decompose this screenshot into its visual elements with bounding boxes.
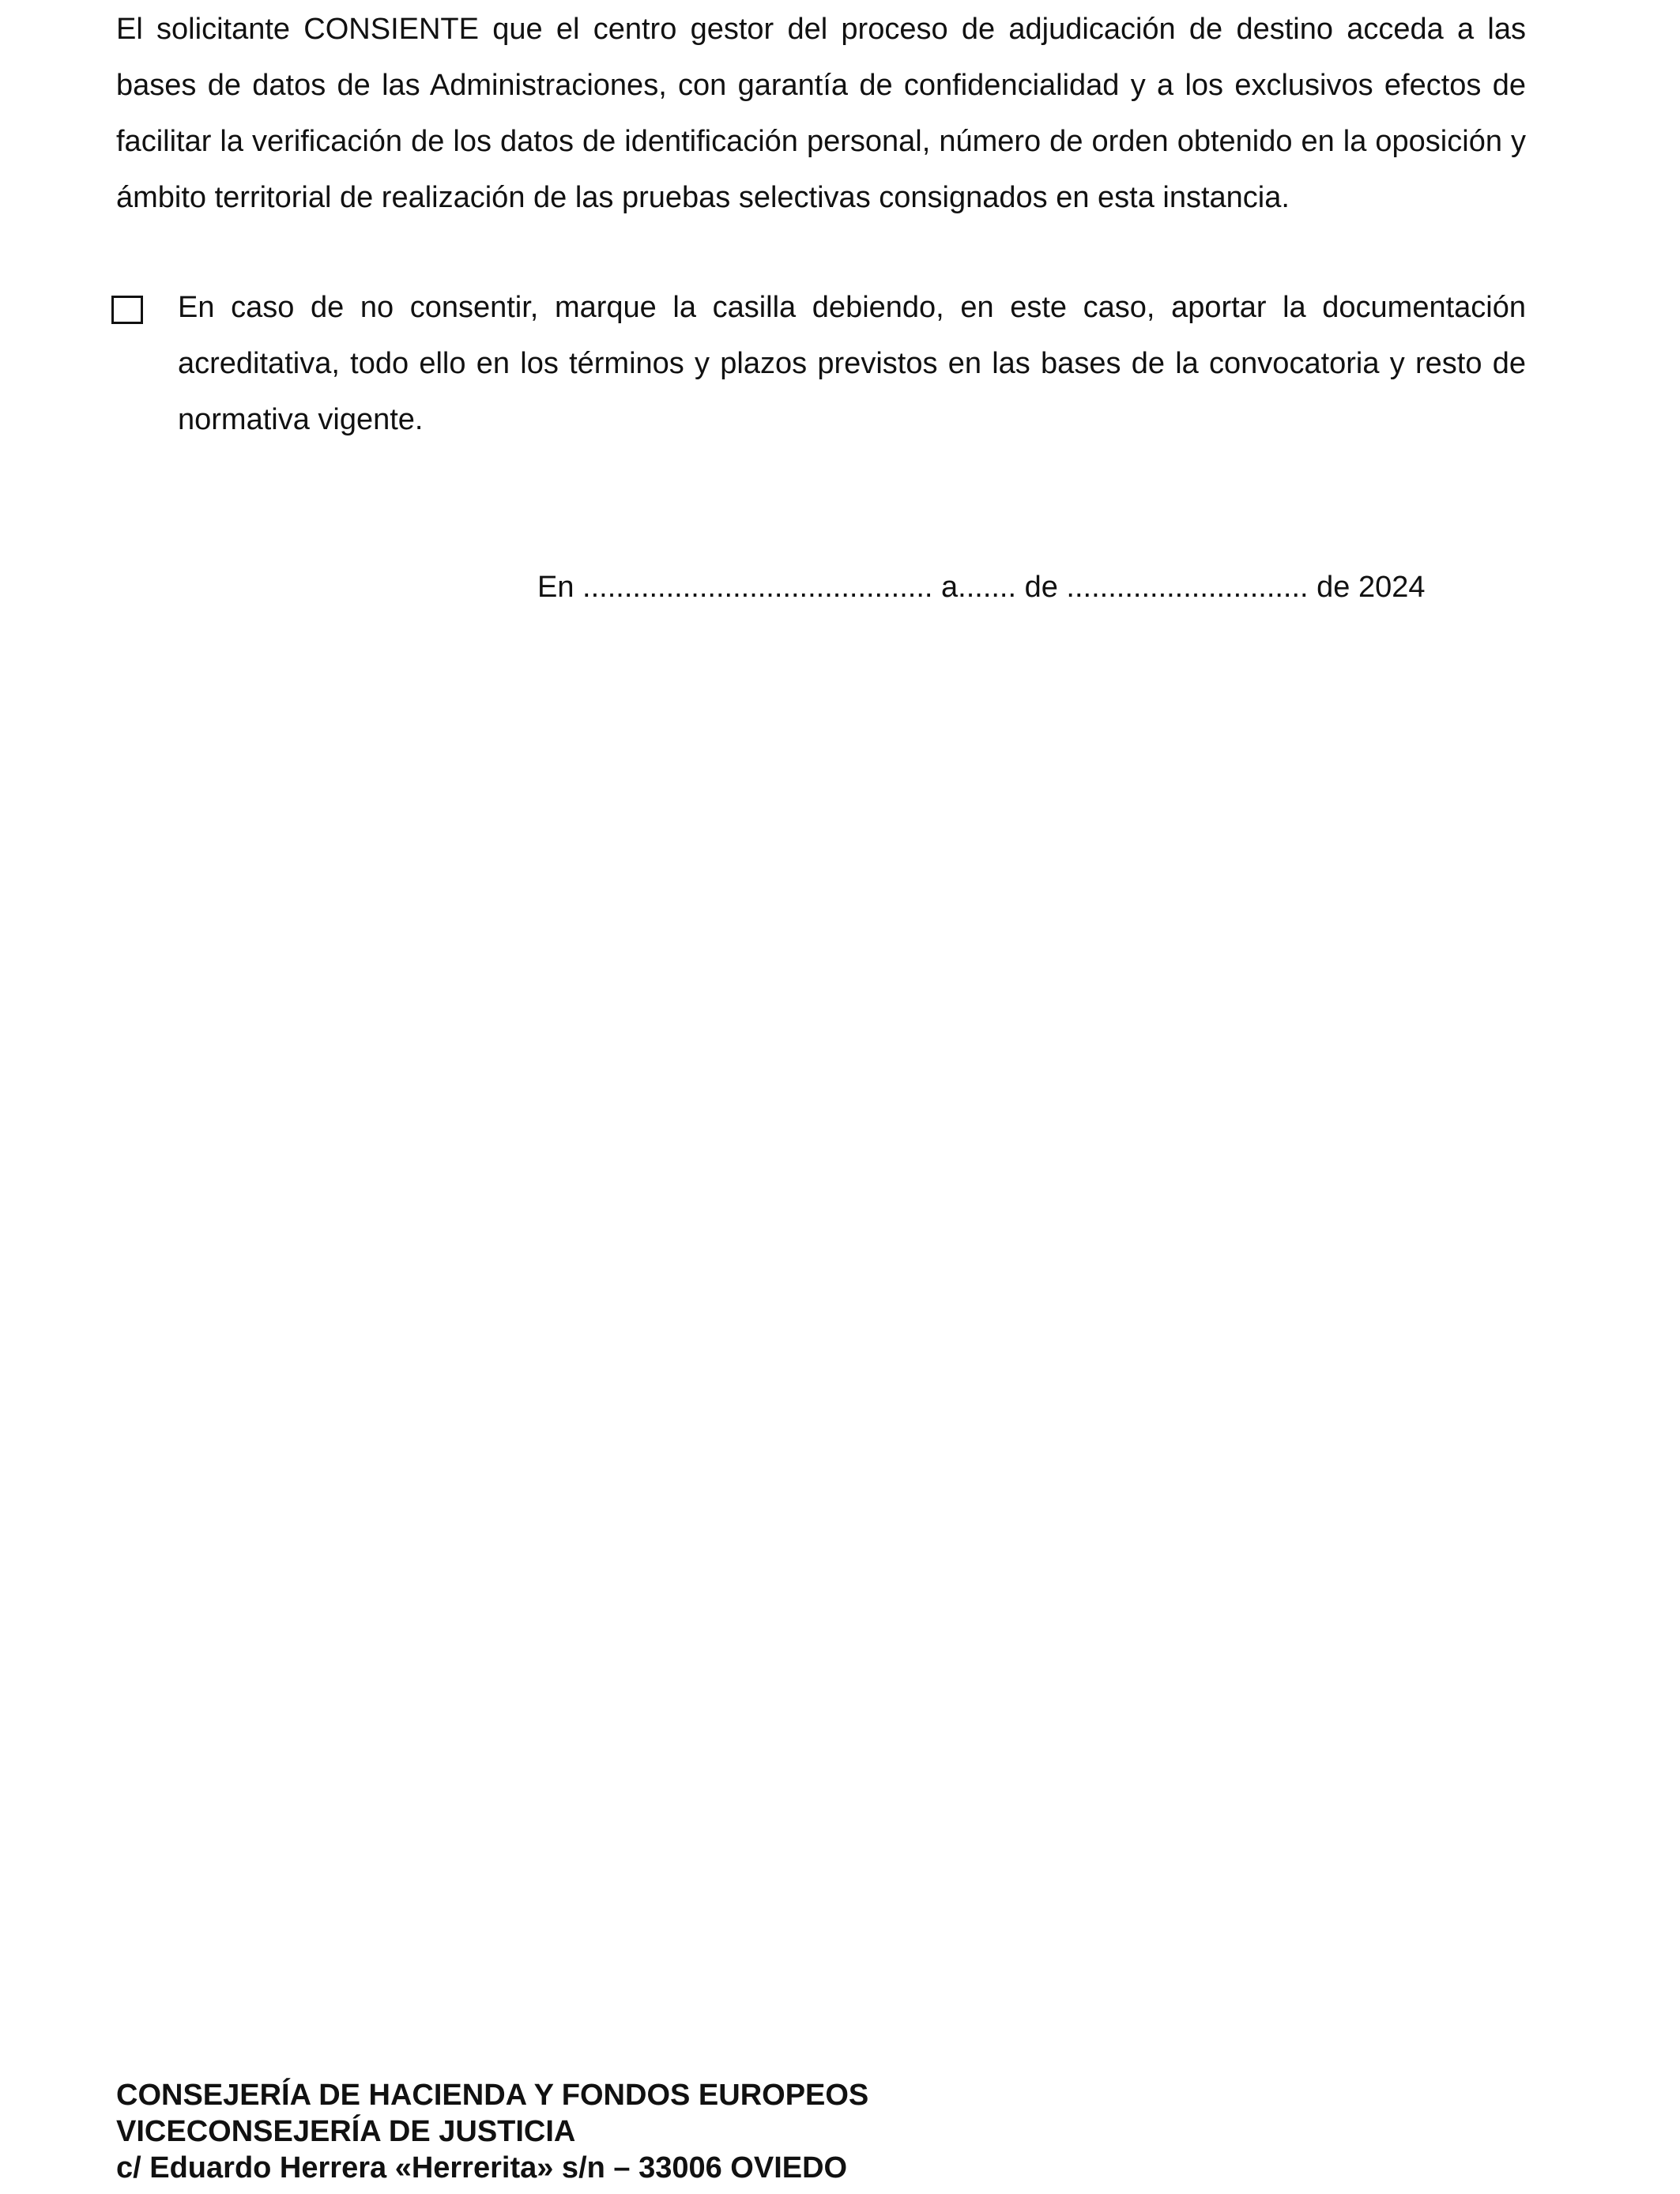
opt-out-checkbox[interactable]	[111, 296, 143, 324]
footer-street-address: c/ Eduardo Herrera «Herrerita» s/n – 33006 OVIEDO	[116, 2151, 848, 2185]
date-place-line: En .......................................... a....... de ............................. de 2024	[537, 571, 1426, 604]
opt-out-text: En caso de no consentir, marque la casilla debiendo, en este caso, aportar la documentación acreditativa, todo ello en los términos y plazos previstos en las bases de la convocatoria y resto de normativa vigente.	[178, 291, 1526, 436]
consent-paragraph: El solicitante CONSIENTE que el centro gestor del proceso de adjudicación de destino acceda a las bases de datos de las Administraciones, con garantía de confidencialidad y a los exclusivos efectos de facilitar la verificación de los datos de identificación personal, número de orden obtenido en la oposición y ámbito territorial de realización de las pruebas selectivas consignados en esta instancia.	[116, 13, 1526, 214]
footer-vice-department: VICECONSEJERÍA DE JUSTICIA	[116, 2115, 576, 2148]
footer-address	[116, 2077, 1301, 2186]
footer-department: CONSEJERÍA DE HACIENDA Y FONDOS EUROPEOS	[116, 2079, 869, 2112]
